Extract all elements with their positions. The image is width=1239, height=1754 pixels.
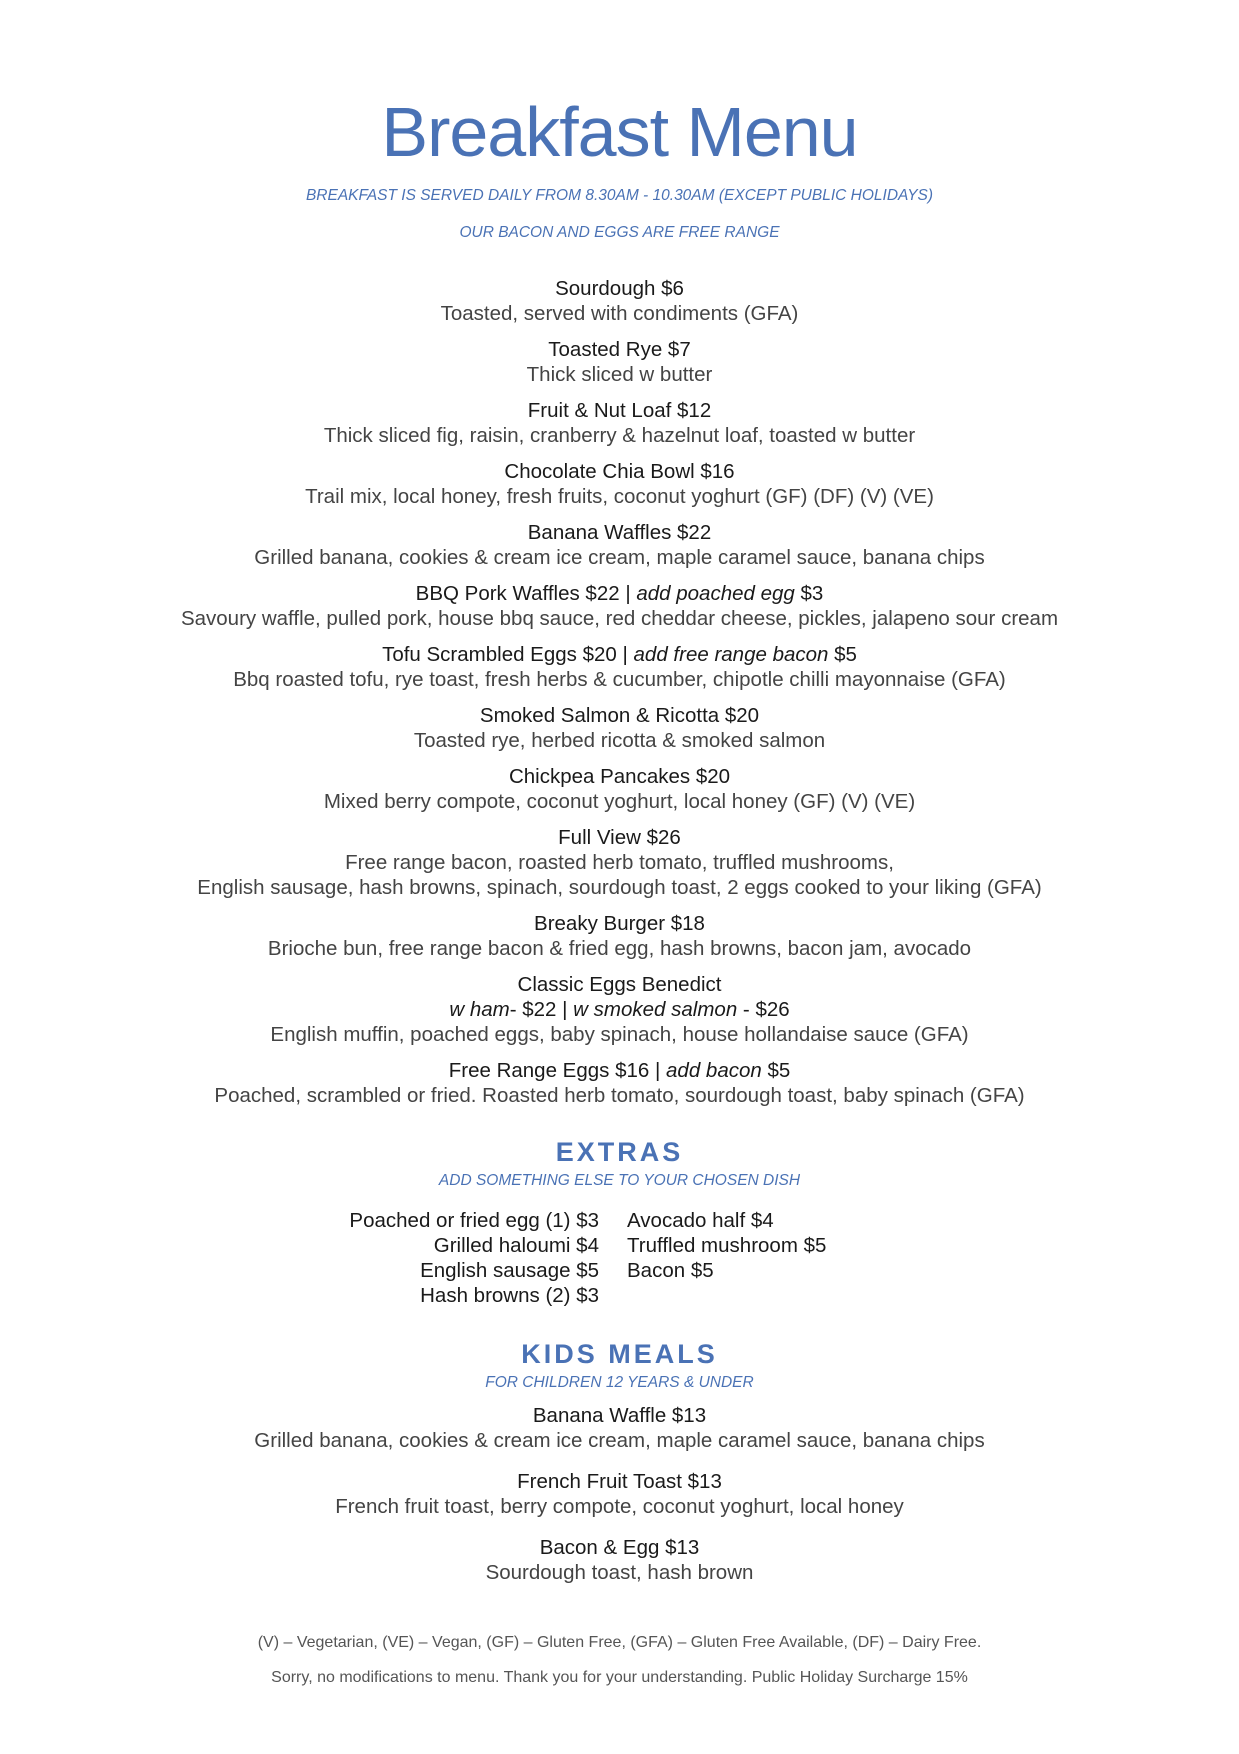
menu-item-full-view xyxy=(0,825,1239,900)
page-title: Breakfast Menu xyxy=(381,93,858,171)
menu-item-chickpea-pancakes xyxy=(0,764,1239,814)
option-salmon-price: - $26 xyxy=(737,998,790,1021)
extra-item: Poached or fried egg (1) $3 xyxy=(349,1209,599,1232)
item-addon: add poached egg xyxy=(636,582,795,605)
item-name: Sourdough $6 xyxy=(555,277,684,300)
menu-item-tofu-scrambled-eggs xyxy=(0,642,1239,692)
item-addon: add bacon xyxy=(666,1059,762,1082)
item-name: Bacon & Egg $13 xyxy=(539,1536,700,1559)
kids-item-bacon-egg xyxy=(0,1535,1239,1585)
item-name: French Fruit Toast $13 xyxy=(517,1470,722,1493)
item-name: BBQ Pork Waffles $22 | xyxy=(415,582,637,605)
kids-item-banana-waffle xyxy=(0,1403,1239,1453)
extra-item: Bacon $5 xyxy=(627,1259,714,1282)
item-name: Free Range Eggs $16 | xyxy=(448,1059,667,1082)
item-addon-price: $5 xyxy=(761,1059,791,1082)
item-name: Full View $26 xyxy=(558,826,681,849)
menu-item-banana-waffles xyxy=(0,520,1239,570)
item-description: Grilled banana, cookies & cream ice cream, maple caramel sauce, banana chips xyxy=(254,546,985,569)
item-name-line xyxy=(0,1058,1239,1083)
item-addon-price: $5 xyxy=(828,643,857,666)
kids-meals-items xyxy=(0,1403,1239,1601)
item-description: Thick sliced fig, raisin, cranberry & hazelnut loaf, toasted w butter xyxy=(323,424,916,447)
item-options-line xyxy=(0,997,1239,1022)
served-hours-note: BREAKFAST IS SERVED DAILY FROM 8.30AM - 10.30AM (EXCEPT PUBLIC HOLIDAYS) xyxy=(305,187,934,204)
item-name: Toasted Rye $7 xyxy=(548,338,691,361)
item-name: Banana Waffle $13 xyxy=(532,1404,707,1427)
item-description: Poached, scrambled or fried. Roasted herb tomato, sourdough toast, baby spinach (GFA) xyxy=(214,1084,1025,1107)
menu-item-smoked-salmon-ricotta xyxy=(0,703,1239,753)
item-name: Breaky Burger $18 xyxy=(534,912,705,935)
item-addon: add free range bacon xyxy=(633,643,829,666)
item-name: Fruit & Nut Loaf $12 xyxy=(527,399,712,422)
item-description: Sourdough toast, hash brown xyxy=(485,1561,754,1584)
item-name-line xyxy=(0,642,1239,667)
extra-item: Hash browns (2) $3 xyxy=(420,1284,599,1307)
item-name: Chocolate Chia Bowl $16 xyxy=(504,460,735,483)
item-description: Toasted rye, herbed ricotta & smoked salmon xyxy=(413,729,826,752)
item-description: English muffin, poached eggs, baby spinach, house hollandaise sauce (GFA) xyxy=(270,1023,969,1046)
menu-item-classic-eggs-benedict xyxy=(0,972,1239,1047)
item-addon-price: $3 xyxy=(794,582,824,605)
menu-item-bbq-pork-waffles xyxy=(0,581,1239,631)
option-ham-price: - $22 | xyxy=(509,998,574,1021)
item-description: Brioche bun, free range bacon & fried egg, hash browns, bacon jam, avocado xyxy=(267,937,972,960)
breakfast-items xyxy=(0,276,1239,1119)
item-description: Grilled banana, cookies & cream ice cream, maple caramel sauce, banana chips xyxy=(254,1429,985,1452)
item-description-line-2: English sausage, hash browns, spinach, sourdough toast, 2 eggs cooked to your liking (GFA) xyxy=(197,876,1042,899)
extra-item: Avocado half $4 xyxy=(627,1209,774,1232)
item-name: Tofu Scrambled Eggs $20 | xyxy=(382,643,634,666)
menu-item-chocolate-chia-bowl xyxy=(0,459,1239,509)
extras-right-column xyxy=(627,1208,826,1283)
option-salmon-label: w smoked salmon xyxy=(573,998,738,1021)
item-name-line xyxy=(0,581,1239,606)
kids-item-french-fruit-toast xyxy=(0,1469,1239,1519)
item-name: Classic Eggs Benedict xyxy=(517,973,722,996)
menu-notice: Sorry, no modifications to menu. Thank you for your understanding. Public Holiday Surcharge 15% xyxy=(271,1669,968,1686)
item-description: Savoury waffle, pulled pork, house bbq sauce, red cheddar cheese, pickles, jalapeno sour cream xyxy=(180,607,1059,630)
extras-heading: EXTRAS xyxy=(555,1137,684,1167)
extra-item: Grilled haloumi $4 xyxy=(433,1234,599,1257)
item-description: Thick sliced w butter xyxy=(526,363,713,386)
kids-meals-heading: KIDS MEALS xyxy=(521,1339,718,1369)
menu-item-sourdough xyxy=(0,276,1239,326)
item-description: Bbq roasted tofu, rye toast, fresh herbs & cucumber, chipotle chilli mayonnaise (GFA) xyxy=(233,668,1006,691)
item-description: Toasted, served with condiments (GFA) xyxy=(440,302,799,325)
extra-item: English sausage $5 xyxy=(420,1259,599,1282)
item-name: Chickpea Pancakes $20 xyxy=(508,765,731,788)
kids-meals-subheading: FOR CHILDREN 12 YEARS & UNDER xyxy=(485,1374,754,1391)
menu-item-breaky-burger xyxy=(0,911,1239,961)
option-ham-label: w ham xyxy=(449,998,510,1021)
extras-subheading: ADD SOMETHING ELSE TO YOUR CHOSEN DISH xyxy=(438,1172,801,1189)
dietary-legend: (V) – Vegetarian, (VE) – Vegan, (GF) – Gluten Free, (GFA) – Gluten Free Available, (DF) – Dairy Free. xyxy=(257,1634,982,1651)
item-name: Banana Waffles $22 xyxy=(527,521,712,544)
menu-item-fruit-nut-loaf xyxy=(0,398,1239,448)
menu-item-free-range-eggs xyxy=(0,1058,1239,1108)
free-range-note: OUR BACON AND EGGS ARE FREE RANGE xyxy=(459,224,780,241)
item-name: Smoked Salmon & Ricotta $20 xyxy=(479,704,760,727)
item-description: Free range bacon, roasted herb tomato, truffled mushrooms, xyxy=(345,851,894,874)
item-description: Mixed berry compote, coconut yoghurt, local honey (GF) (V) (VE) xyxy=(323,790,916,813)
menu-item-toasted-rye xyxy=(0,337,1239,387)
item-description: French fruit toast, berry compote, coconut yoghurt, local honey xyxy=(335,1495,904,1518)
extras-left-column xyxy=(349,1208,599,1308)
item-description: Trail mix, local honey, fresh fruits, coconut yoghurt (GF) (DF) (V) (VE) xyxy=(305,485,934,508)
extra-item: Truffled mushroom $5 xyxy=(627,1234,827,1257)
